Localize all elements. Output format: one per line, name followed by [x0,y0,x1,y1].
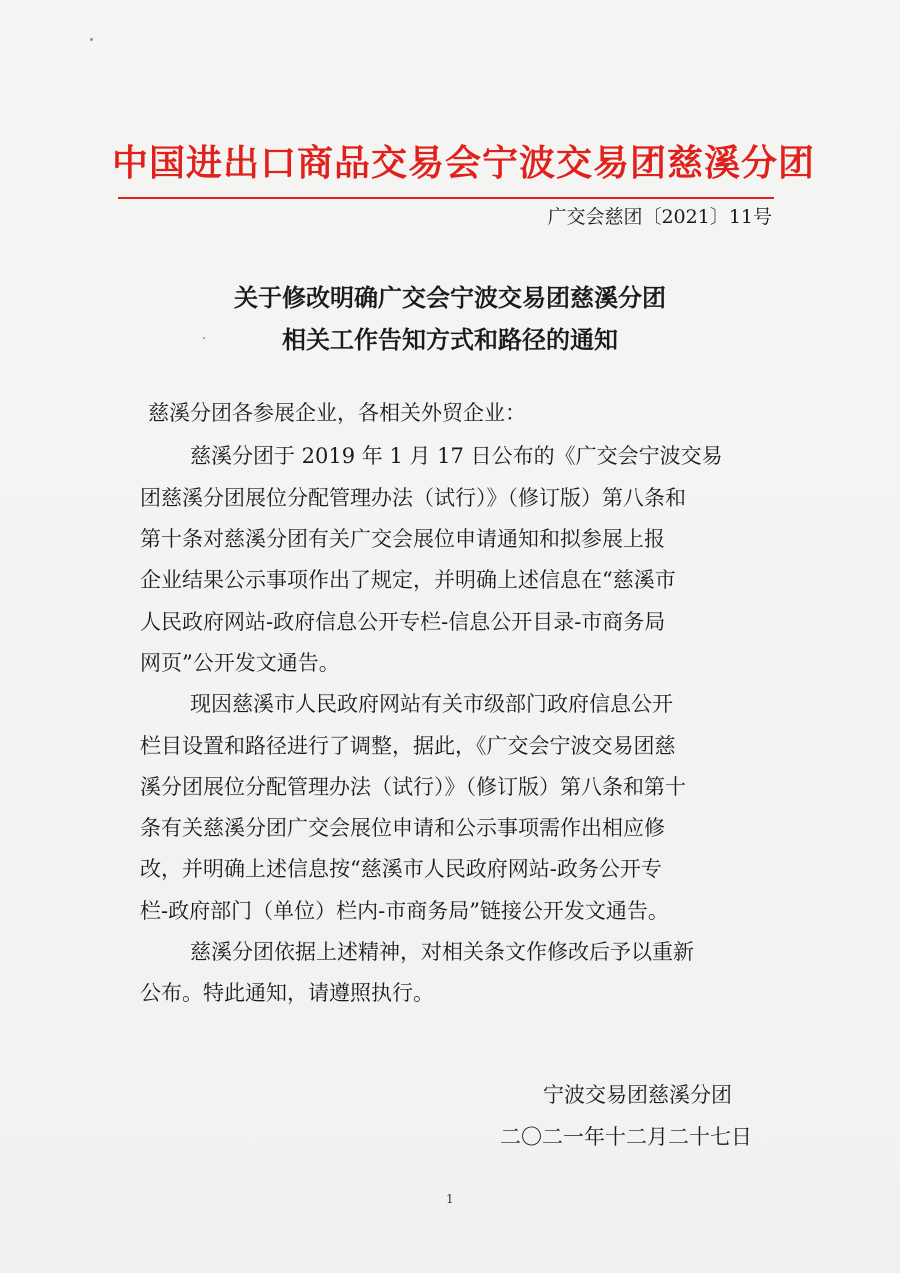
page-number: 1 [446,1192,454,1206]
signature-date: 二〇二一年十二月二十七日 [500,1125,752,1149]
paragraph-2-line-5: 改，并明确上述信息按“慈溪市人民政府网站-政务公开专 [140,857,662,881]
paragraph-1-line-3: 第十条对慈溪分团有关广交会展位申请通知和拟参展上报 [140,527,665,551]
paragraph-3-line-2: 公布。特此通知，请遵照执行。 [140,981,434,1005]
paragraph-1-line-6: 网页”公开发文通告。 [140,651,340,675]
red-divider-line [118,197,774,199]
notice-title-line-1: 关于修改明确广交会宁波交易团慈溪分团 [234,284,666,312]
paragraph-2-line-6: 栏-政府部门（单位）栏内-市商务局”链接公开发文通告。 [140,899,669,923]
masthead-title: 中国进出口商品交易会宁波交易团慈溪分团 [112,143,816,184]
paragraph-3-line-1: 慈溪分团依据上述精神，对相关条文作修改后予以重新 [190,940,694,964]
paragraph-2-line-2: 栏目设置和路径进行了调整，据此，《广交会宁波交易团慈 [140,734,676,758]
signature-organization: 宁波交易团慈溪分团 [543,1083,732,1107]
scan-speck [203,337,205,339]
salutation: 慈溪分团各参展企业，各相关外贸企业： [148,401,526,425]
paragraph-2-line-1: 现因慈溪市人民政府网站有关市级部门政府信息公开 [190,692,673,716]
paragraph-1-line-2: 团慈溪分团展位分配管理办法（试行）》（修订版）第八条和 [140,486,686,510]
paragraph-2-line-4: 条有关慈溪分团广交会展位申请和公示事项需作出相应修 [140,816,665,840]
document-number: 广交会慈团〔2021〕11号 [547,206,772,228]
paragraph-1-line-1: 慈溪分团于 2019 年 1 月 17 日公布的《广交会宁波交易 [190,444,723,468]
paragraph-1-line-5: 人民政府网站-政府信息公开专栏-信息公开目录-市商务局 [140,610,666,634]
paragraph-2-line-3: 溪分团展位分配管理办法（试行）》（修订版）第八条和第十 [140,775,686,799]
scan-speck [90,38,93,41]
notice-title-line-2: 相关工作告知方式和路径的通知 [282,326,618,354]
paragraph-1-line-4: 企业结果公示事项作出了规定，并明确上述信息在“慈溪市 [140,568,676,592]
